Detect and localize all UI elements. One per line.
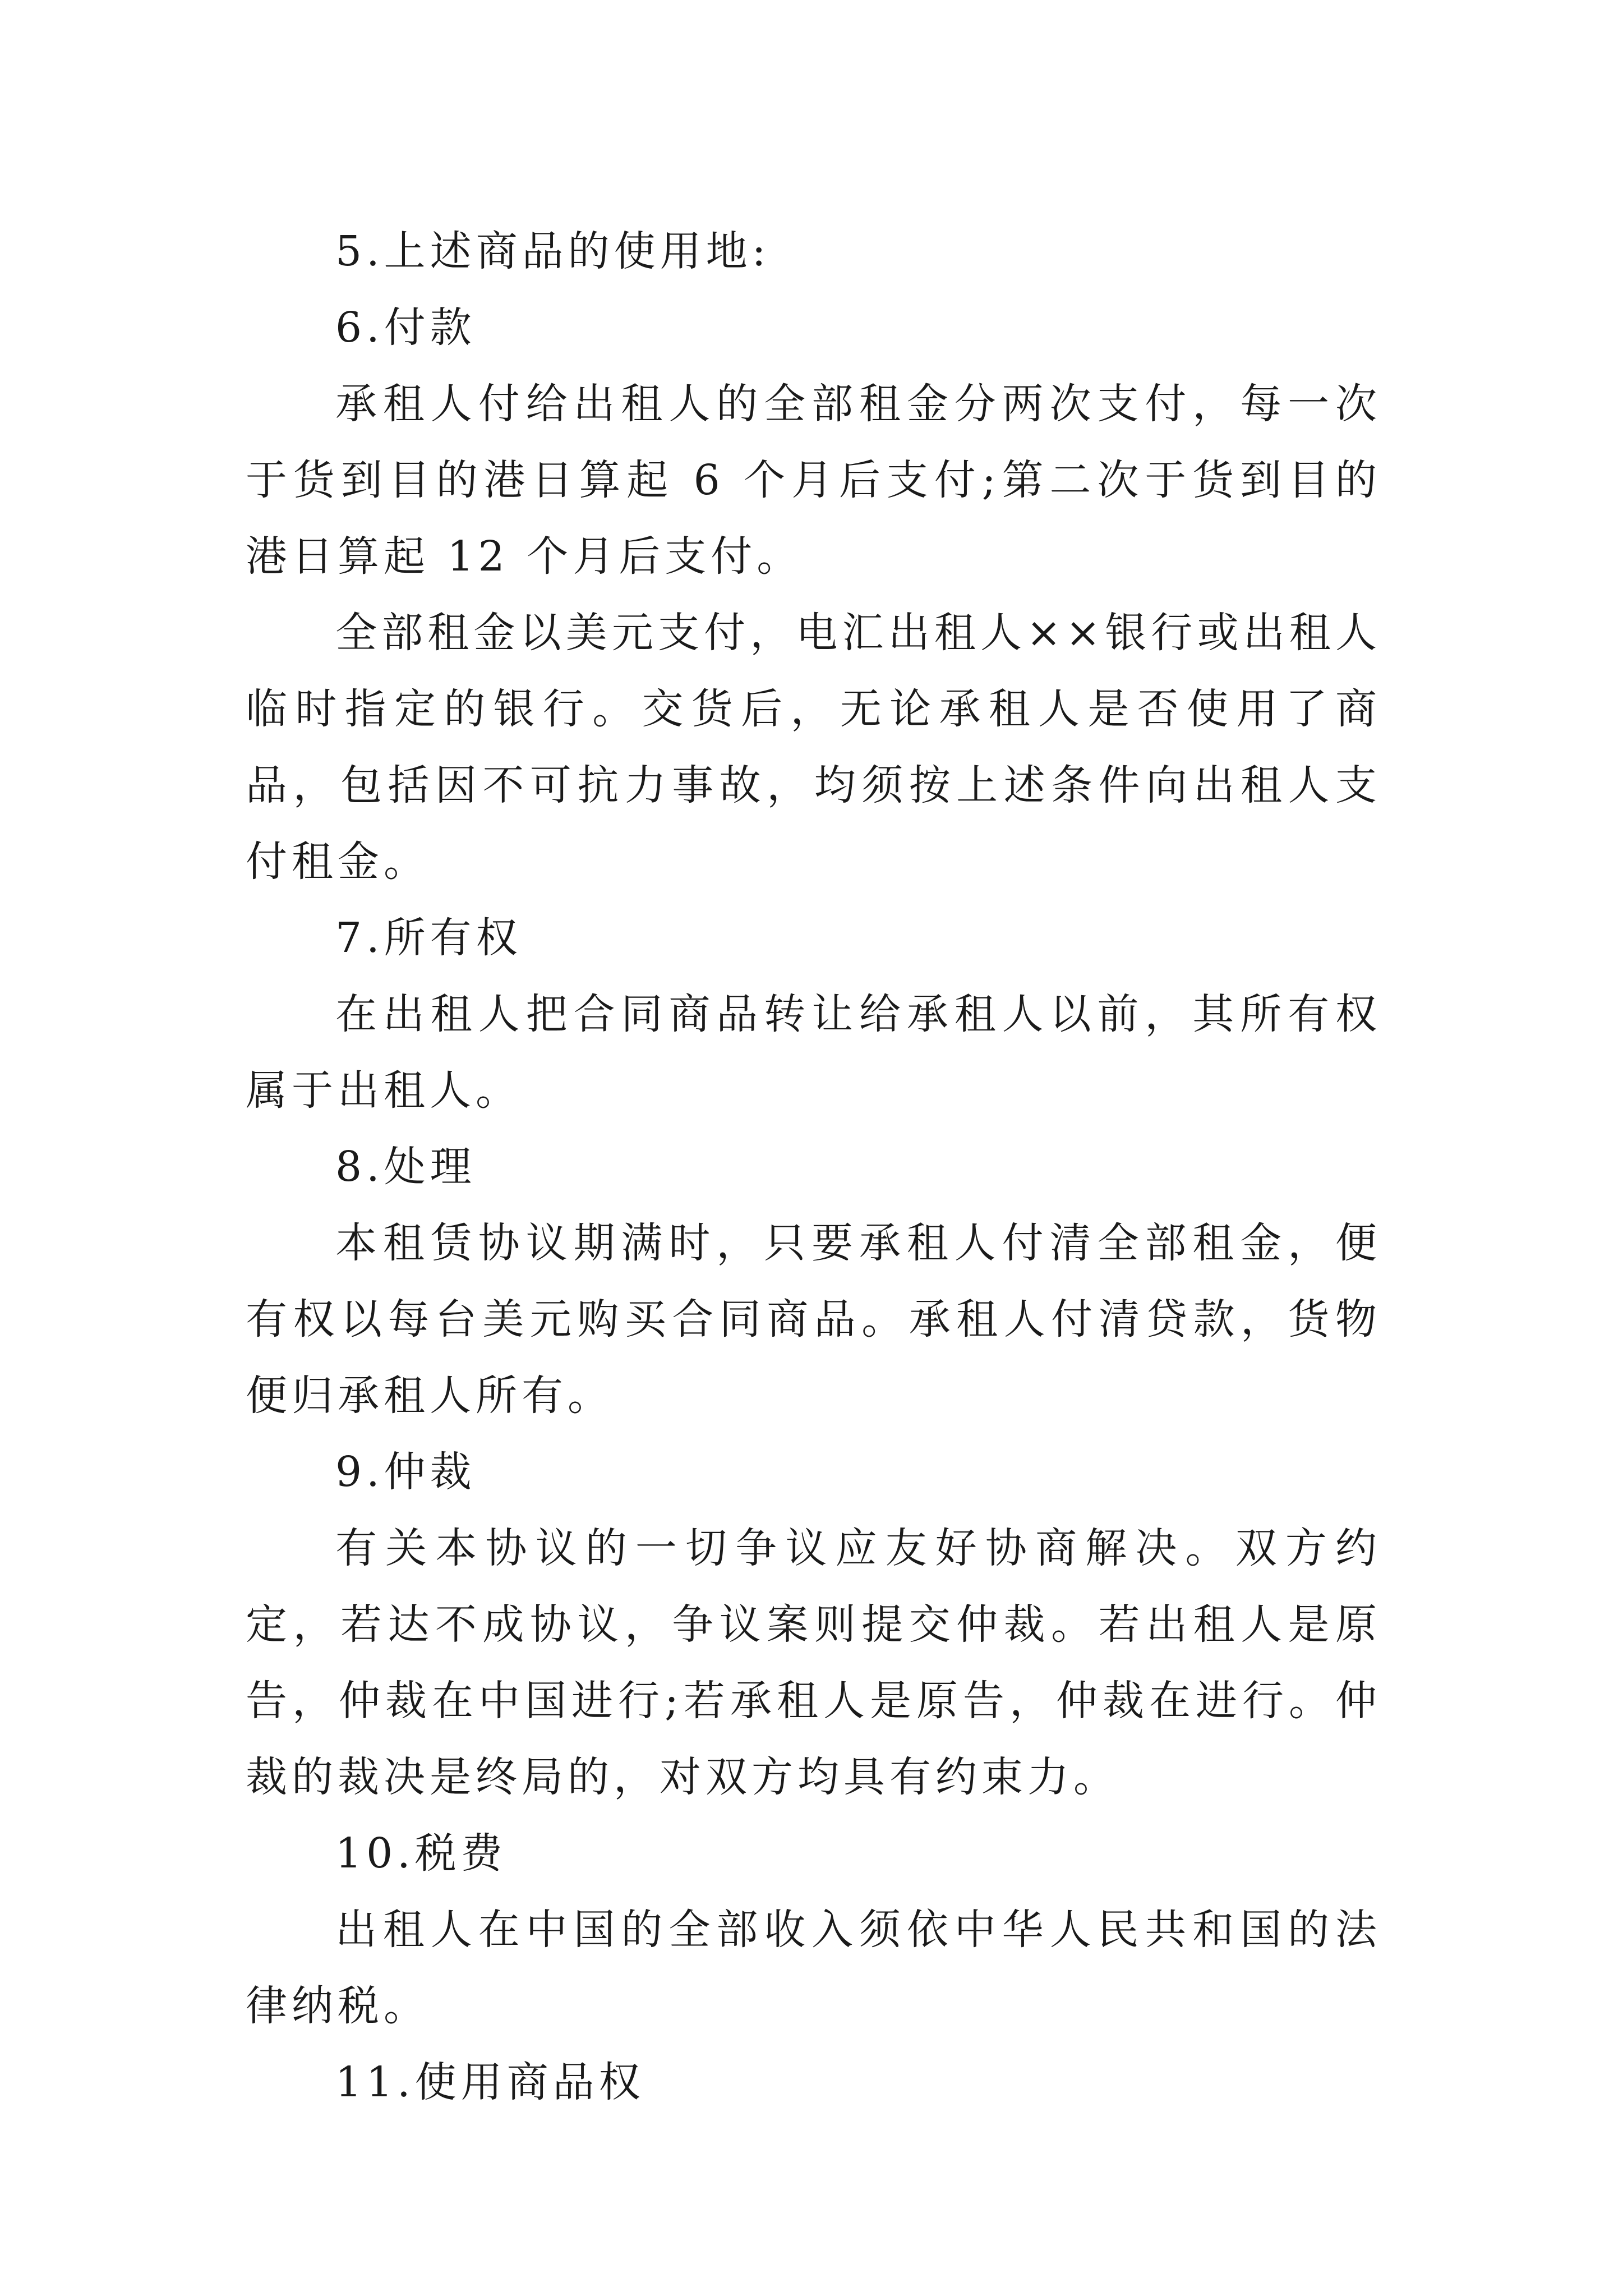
paragraph-taxes: 出租人在中国的全部收入须依中华人民共和国的法律纳税。	[246, 1906, 1381, 2030]
section-heading-taxes: 10.税费	[335, 1829, 507, 1878]
section-heading-disposal: 8.处理	[335, 1143, 476, 1191]
document-body	[246, 213, 1381, 2120]
paragraph-arbitration: 有关本协议的一切争议应友好协商解决。双方约定，若达不成协议，争议案则提交仲裁。若出租人是原告，仲裁在中国进行;若承租人是原告，仲裁在进行。仲裁的裁决是终局的，对双方均具有约束力。	[246, 1524, 1381, 1801]
section-heading-usage-rights: 11.使用商品权	[335, 2058, 645, 2106]
section-heading-payment: 6.付款	[335, 303, 476, 352]
section-heading-arbitration: 9.仲裁	[335, 1448, 476, 1496]
paragraph-payment-schedule: 承租人付给出租人的全部租金分两次支付，每一次于货到目的港日算起 6 个月后支付;第二次于货到目的港日算起 12 个月后支付。	[246, 380, 1381, 581]
section-heading-ownership: 7.所有权	[335, 914, 522, 962]
paragraph-payment-currency: 全部租金以美元支付，电汇出租人××银行或出租人临时指定的银行。交货后，无论承租人是否使用了商品，包括因不可抗力事故，均须按上述条件向出租人支付租金。	[246, 609, 1381, 886]
paragraph-ownership: 在出租人把合同商品转让给承租人以前，其所有权属于出租人。	[246, 990, 1381, 1115]
paragraph-disposal: 本租赁协议期满时，只要承租人付清全部租金，便有权以每台美元购买合同商品。承租人付清贷款，货物便归承租人所有。	[246, 1219, 1381, 1420]
section-heading-usage-location: 5.上述商品的使用地:	[335, 227, 771, 275]
